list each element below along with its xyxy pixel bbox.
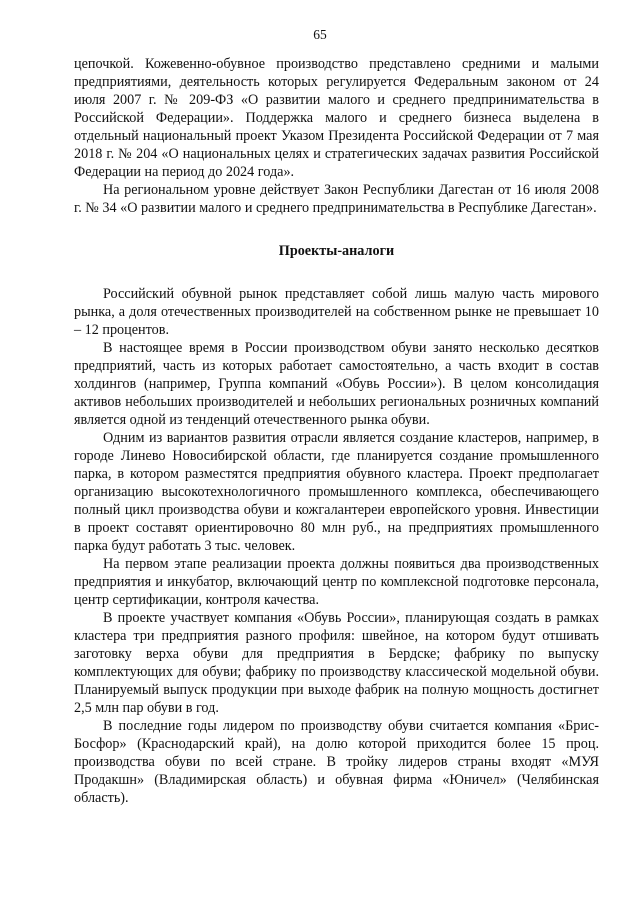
paragraph-market-share: Российский обувной рынок представляет собой лишь малую часть мирового рынка, а доля отечественных производителей на собственном рынке не превышает 10 – 12 процентов. (74, 286, 599, 338)
paragraph-enterprises: В настоящее время в России производством обуви занято несколько десятков предприятий, часть из которых работает самостоятельно, а часть входит в состав холдингов (например, Группа компаний «Обувь России»). В целом консолидация активов небольших производителей и небольших региональных розничных компаний является одной из тенденций отечественного рынка обуви. (74, 340, 599, 428)
paragraph-clusters: Одним из вариантов развития отрасли является создание кластеров, например, в городе Линево Новосибирской области, где планируется создание промышленного парка, в котором разместятся предприятия обувного кластера. Проект предполагает организацию высокотехнологичного промышленного комплекса, обеспечивающего полный цикл производства обуви и кожгалантереи европейского уровня. Инвестиции в проект составят ориентировочно 80 млн руб., на предприятиях промышленного парка будут работать 3 тыс. человек. (74, 430, 599, 554)
paragraph-leaders: В последние годы лидером по производству обуви считается компания «Брис-Босфор» (Краснодарский край), на долю которой приходится более 15 проц. производства обуви по всей стране. В тройку лидеров страны входят «МУЯ Продакшн» (Владимирская область) и обувная фирма «Юничел» (Челябинская область). (74, 718, 599, 806)
paragraph-regional-law: На региональном уровне действует Закон Республики Дагестан от 16 июля 2008 г. № 34 «О развитии малого и среднего предпринимательства в Республике Дагестан». (74, 182, 599, 216)
paragraph-company-project: В проекте участвует компания «Обувь России», планирующая создать в рамках кластера три предприятия разного профиля: швейное, на котором будут отшивать заготовку верха обуви для предприятия в Бердске; фабрику по выпуску комплектующих для обуви; фабрику по производству классической модельной обуви. Планируемый выпуск продукции при выходе фабрик на полную мощность достигнет 2,5 млн пар обуви в год. (74, 610, 599, 716)
page-number: 65 (313, 27, 327, 42)
section-heading: Проекты-аналоги (278, 243, 395, 259)
document-body (74, 55, 599, 807)
paragraph-continuation: цепочкой. Кожевенно-обувное производство представлено средними и малыми предприятиями, деятельность которых регулируется Федеральным законом от 24 июля 2007 г. № 209-ФЗ «О развитии малого и среднего предпринимательства в Российской Федерации». Поддержка малого и среднего бизнеса выделена в отдельный национальный проект Указом Президента Российской Федерации от 7 мая 2018 г. № 204 «О национальных целях и стратегических задачах развития Российской Федерации на период до 2024 года». (74, 56, 599, 180)
paragraph-first-stage: На первом этапе реализации проекта должны появиться два производственных предприятия и инкубатор, включающий центр по комплексной подготовке персонала, центр сертификации, контроля качества. (74, 556, 599, 608)
